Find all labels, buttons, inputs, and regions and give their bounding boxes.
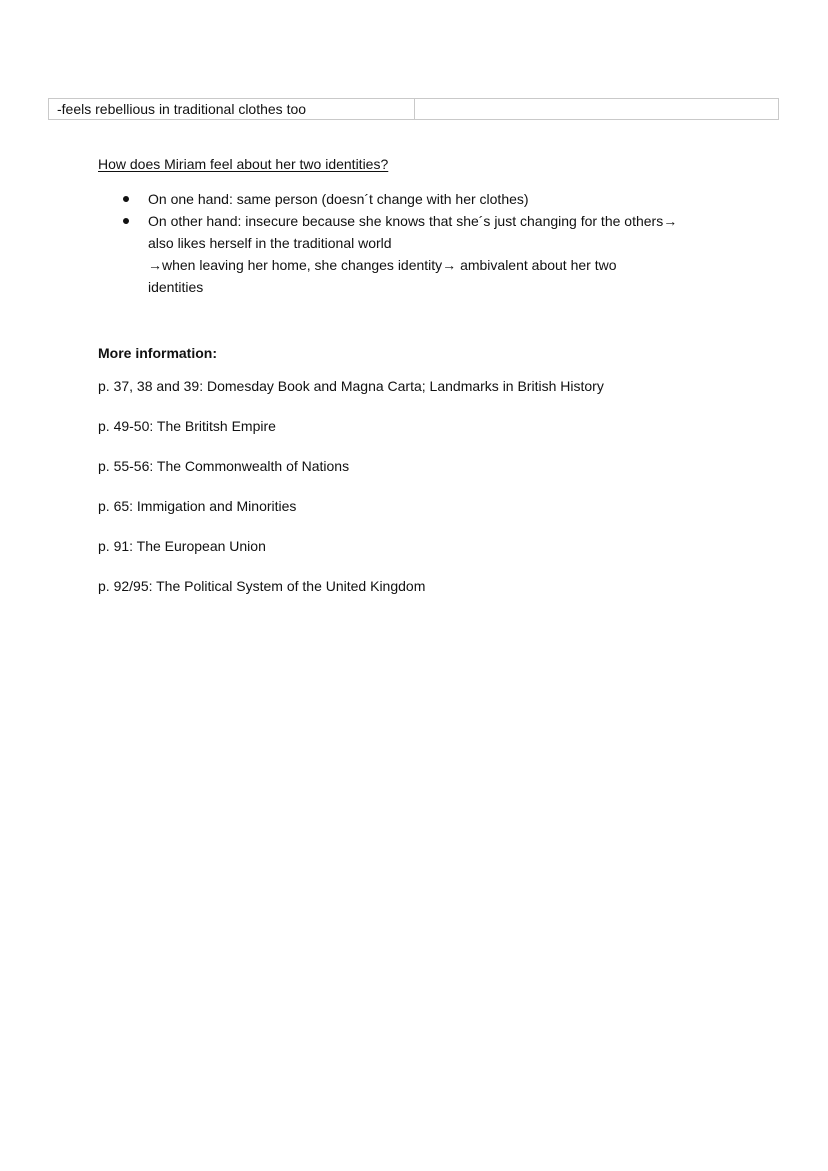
question-heading: How does Miriam feel about her two identities? [98,156,389,172]
reference-item: p. 55-56: The Commonwealth of Nations [98,458,350,474]
reference-item: p. 37, 38 and 39: Domesday Book and Magna Carta; Landmarks in British History [98,378,604,394]
table-row [48,98,779,120]
reference-item: p. 92/95: The Political System of the United Kingdom [98,578,426,594]
bullet-icon [123,218,129,224]
reference-item: p. 49-50: The Brititsh Empire [98,418,276,434]
reference-item: p. 65: Immigation and Minorities [98,498,297,514]
bullet-line: On other hand: insecure because she knows that she´s just changing for the others→ [148,213,678,229]
bullet-item [120,188,760,210]
bullet-line: also likes herself in the traditional world [148,235,392,251]
more-information-heading: More information: [98,345,217,361]
bullet-list [120,188,760,298]
table-cell-right [415,99,778,119]
bullet-line: On one hand: same person (doesn´t change with her clothes) [148,191,529,207]
bullet-line: identities [148,279,204,295]
reference-item: p. 91: The European Union [98,538,266,554]
table-cell-left: -feels rebellious in traditional clothes too [49,99,415,119]
bullet-icon [123,196,129,202]
bullet-line: →when leaving her home, she changes identity→ ambivalent about her two [148,257,617,273]
reference-list [98,377,604,617]
bullet-item [120,210,760,298]
